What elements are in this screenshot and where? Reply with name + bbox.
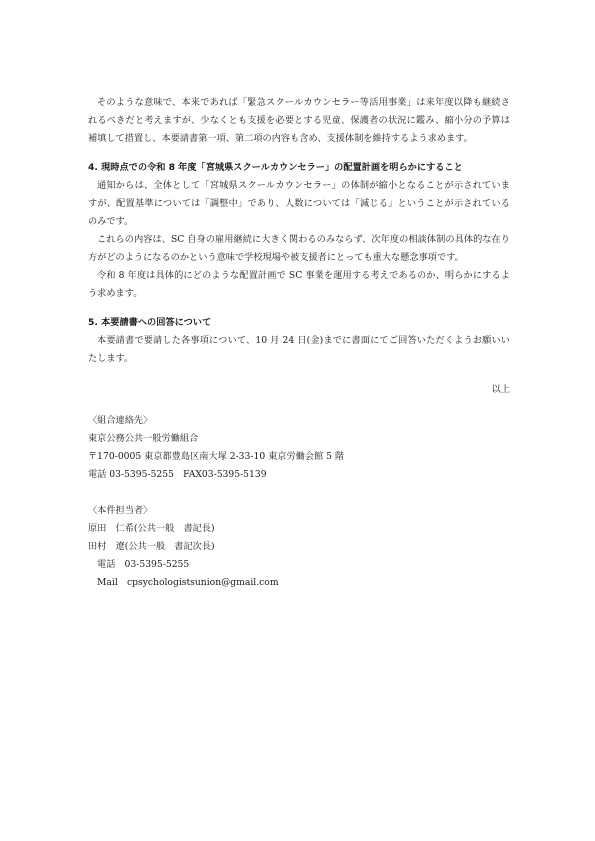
person-2: 田村 遼(公共一般 書記次長) (88, 541, 215, 552)
section-5-heading: 5. 本要請書への回答について (88, 317, 212, 328)
section-5 (88, 314, 510, 368)
intro-paragraph: そのような意味で、本来であれば「緊急スクールカウンセラー等活用事業」は来年度以降も継続されるべきだと考えますが、少なくとも支援を必要とする児童、保護者の状況に鑑み、縮小分の予算は補填して措置し、本要請書第一項、第二項の内容も含め、支援体制を維持するよう求めます。 (88, 97, 510, 144)
union-address: 〒170-0005 東京都豊島区南大塚 2-33-10 東京労働会館 5 階 (88, 451, 345, 462)
union-name: 東京公務公共一般労働組合 (88, 433, 199, 444)
union-contact (88, 412, 510, 484)
section-4-paragraph-2: これらの内容は、SC 自身の雇用継続に大きく関わるのみならず、次年度の相談体制の具体的な在り方がどのようになるのかという意味で学校現場や被支援者にとっても重大な懸念事項です。 (88, 234, 510, 263)
person-1: 原田 仁希(公共一般 書記長) (88, 523, 215, 534)
person-contact-label: 〈本件担当者〉 (88, 505, 153, 516)
person-mail[interactable]: Mail cpsychologistsunion@gmail.com (97, 577, 279, 588)
section-4-paragraph-3: 令和 8 年度は具体的にどのような配置計画で SC 事業を運用する考えであるのか、明らかにするよう求めます。 (88, 270, 510, 299)
section-4-paragraph-1: 通知からは、全体として「宮城県スクールカウンセラー」の体制が縮小となることが示されていますが、配置基準については「調整中」であり、人数については「減じる」ということが示されているのみです。 (88, 180, 510, 227)
document-body (88, 94, 510, 592)
section-4 (88, 159, 510, 303)
union-contact-label: 〈組合連絡先〉 (88, 415, 153, 426)
person-contact (88, 502, 510, 592)
closing-mark: 以上 (491, 384, 510, 395)
person-phone: 電話 03-5395-5255 (97, 559, 190, 570)
union-phone: 電話 03-5395-5255 FAX03-5395-5139 (88, 469, 267, 480)
section-4-heading: 4. 現時点での令和 8 年度「宮城県スクールカウンセラー」の配置計画を明らかにすること (88, 162, 463, 173)
section-5-paragraph-1: 本要請書で要請した各事項について、10 月 24 日(金)までに書面にてご回答いただくようお願いいたします。 (88, 335, 510, 364)
